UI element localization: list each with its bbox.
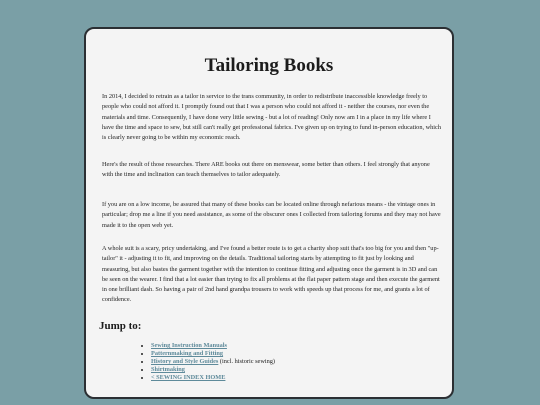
history-link-note: (incl. historic sewing) xyxy=(218,358,276,365)
list-item xyxy=(151,374,275,382)
list-item xyxy=(151,358,275,366)
suit-paragraph: A whole suit is a scary, pricy undertaking, and I've found a better route is to get a charity shop suit that's too big for you and then "up-tailor" it - adjusting it to fit, and improving on the details. Traditional tailoring starts by attempting to fit just by looking and measuring, but also bastes the garment together with the intention to continue fitting and adjusting once the garment is in 3D and can be seen on the wearer. I find that a lot easier than trying to fix all problems at the flat paper pattern stage and then execute the garment in one brilliant dash. So having a pair of 2nd hand grandpa trousers to work with speeds up that process for me, and grants a lot of confidence. xyxy=(102,245,440,304)
research-paragraph: Here's the result of those researches. There ARE books out there on menswear, some better than others. I feel strongly that anyone with the time and inclination can teach themselves to tailor adequately. xyxy=(102,161,430,179)
list-item xyxy=(151,366,275,374)
intro-paragraph: In 2014, I decided to retrain as a tailor in service to the trans community, in order to redistribute inaccessible knowledge freely to people who could not afford it. I promptly found out that I was a person who could not afford it - neither the courses, nor even the materials and time. Consequently, I have done very little sewing - but a lot of reading! Only now am I in a place in my life where I have the time and space to sew, but still can't really get professional fabrics. I've given up on trying to fund in-person education, which is clearly never going to be within my economic reach. xyxy=(102,93,441,142)
list-item xyxy=(151,350,275,358)
low-income-paragraph: If you are on a low income, be assured that many of these books can be located online through nefarious means - the vintage ones in particular; drop me a line if you need assistance, as some of the obscurer ones I collected from tailoring forums and they may not have made it to the open web yet. xyxy=(102,201,441,229)
link-history-and-style-guides[interactable]: History and Style Guides xyxy=(151,358,219,365)
jump-to-heading: Jump to: xyxy=(99,320,142,332)
link-sewing-index-home[interactable]: < SEWING INDEX HOME xyxy=(151,374,226,381)
link-patternmaking-and-fitting[interactable]: Patternmaking and Fitting xyxy=(151,350,224,357)
link-shirtmaking[interactable]: Shirtmaking xyxy=(151,366,185,373)
content-card xyxy=(84,27,454,399)
list-item xyxy=(151,342,275,350)
jump-links-list xyxy=(141,342,275,382)
page-title: Tailoring Books xyxy=(204,55,334,76)
link-sewing-instruction-manuals[interactable]: Sewing Instruction Manuals xyxy=(151,342,227,349)
